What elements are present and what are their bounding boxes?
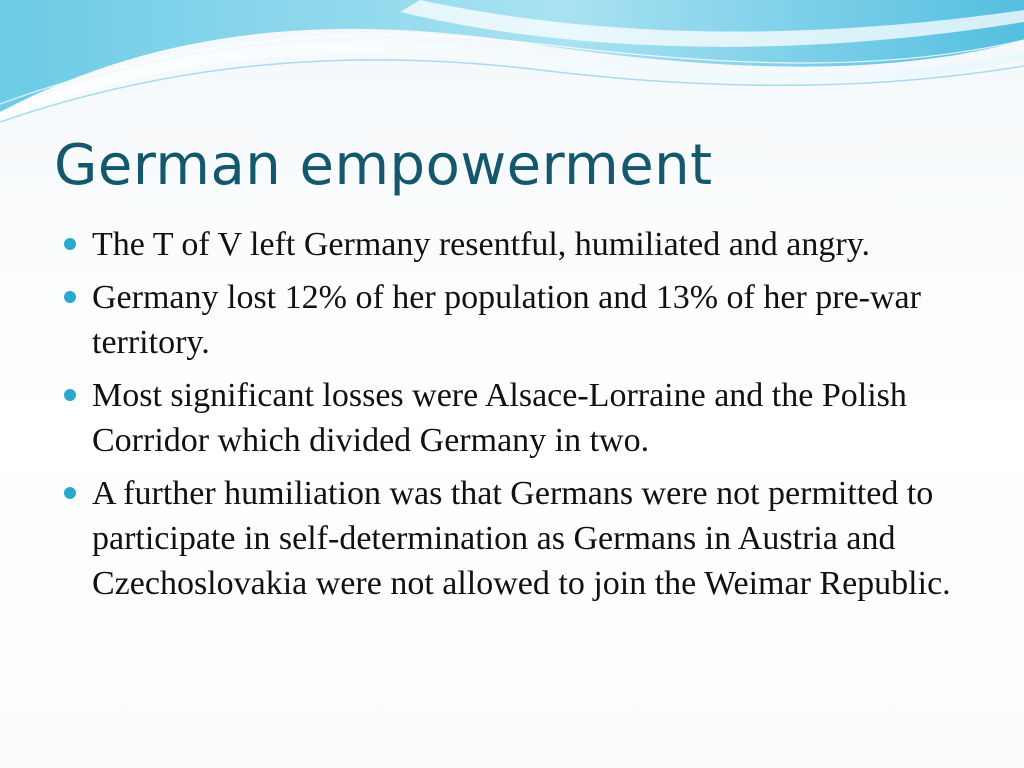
bullet-item [60,471,960,606]
bullet-item [60,373,960,463]
bullet-item [60,222,960,267]
bullet-dot-icon [64,291,76,303]
bullet-text: Germany lost 12% of her population and 13% of her pre-war territory. [92,279,921,361]
bullet-list [60,222,960,614]
bullet-text: Most significant losses were Alsace-Lorraine and the Polish Corridor which divided Germany in two. [92,377,907,459]
bullet-dot-icon [64,238,76,250]
bullet-dot-icon [64,389,76,401]
bullet-item [60,275,960,365]
slide-title: German empowerment [54,133,713,198]
bullet-text: A further humiliation was that Germans were not permitted to participate in self-determination as Germans in Austria and Czechoslovakia were not allowed to join the Weimar Republic. [92,475,951,602]
bullet-text: The T of V left Germany resentful, humiliated and angry. [92,226,871,263]
decorative-wave-banner [0,0,1024,130]
bullet-dot-icon [64,487,76,499]
